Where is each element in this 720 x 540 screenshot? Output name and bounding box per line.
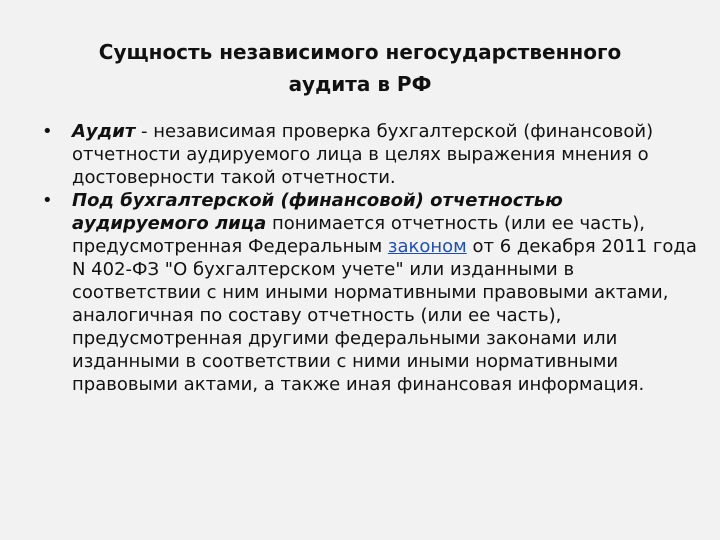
slide-title-line-2: аудита в РФ xyxy=(288,72,432,96)
bullet-term: Под бухгалтерской (финансовой) отчетностью аудируемого лица xyxy=(72,190,563,234)
law-link[interactable]: законом xyxy=(387,236,467,257)
slide-title-line-1: Сущность независимого негосударственного xyxy=(98,40,622,64)
bullet-text: - независимая проверка бухгалтерской (финансовой) отчетности аудируемого лица в целях выражения мнения о достоверности такой отчетности. xyxy=(72,121,654,188)
bullet-item-audit xyxy=(38,120,698,189)
bullet-item-reporting xyxy=(38,189,698,396)
bullet-text-before-link: понимается отчетность (или ее часть), предусмотренная Федеральным xyxy=(72,213,645,257)
bullet-term: Аудит xyxy=(72,121,136,142)
bullet-marker: • xyxy=(42,121,53,142)
bullet-text-after-link: от 6 декабря 2011 года N 402-ФЗ "О бухгалтерском учете" или изданными в соответствии с ним иными нормативными правовыми актами, аналогичная по составу отчетность (или ее часть), предусмотренная другими федеральными законами или изданными в соответствии с ними иными нормативными правовыми актами, а также иная финансовая информация. xyxy=(72,236,697,395)
slide-content xyxy=(38,120,698,396)
bullet-marker: • xyxy=(42,190,53,211)
slide-title xyxy=(80,36,640,100)
